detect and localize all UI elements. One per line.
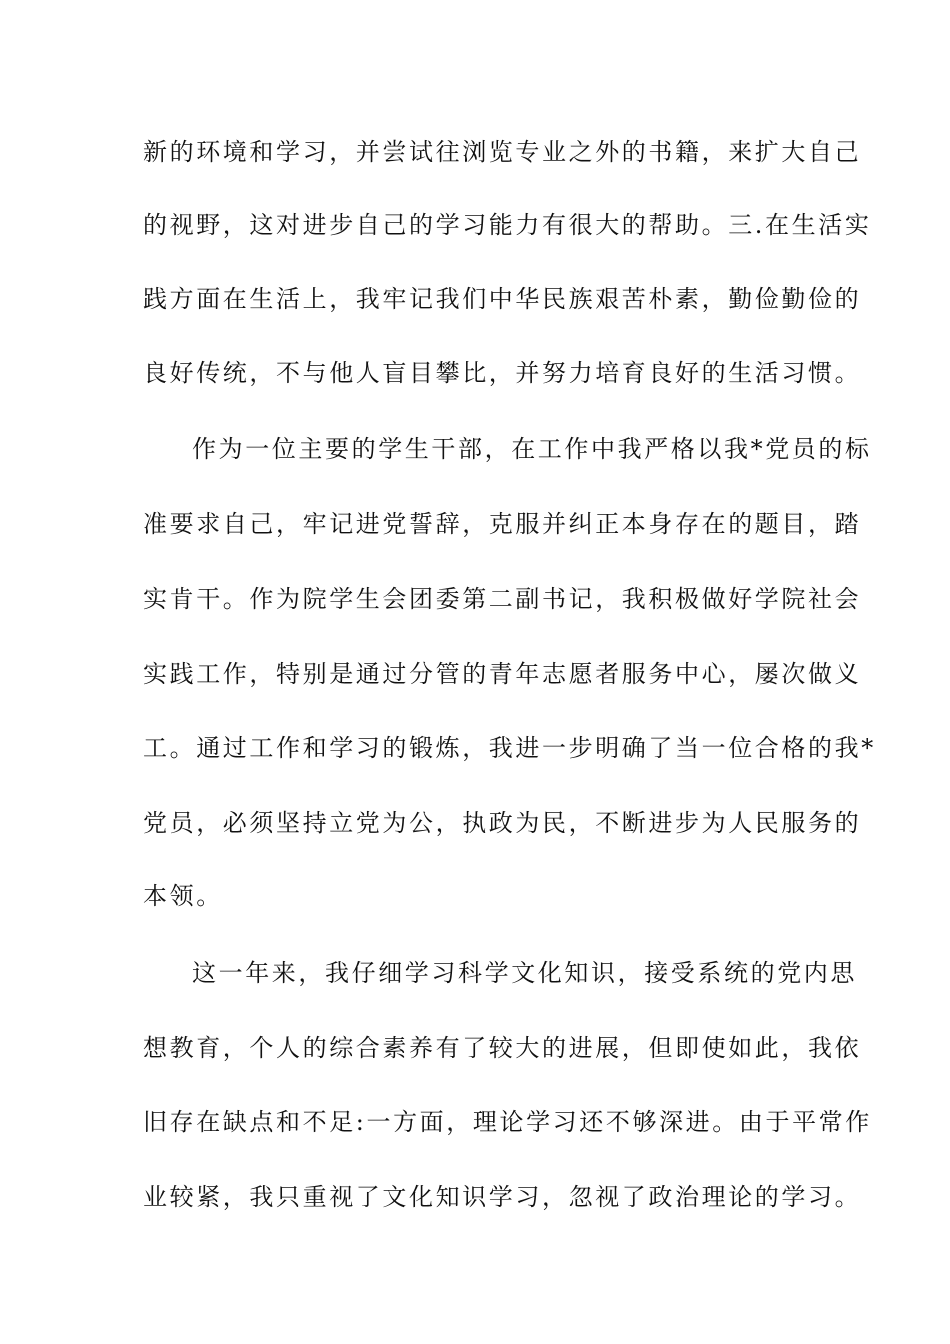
- text-line: 党员，必须坚持立党为公，执政为民，不断进步为人民服务的: [143, 809, 862, 837]
- text-line: 良好传统，不与他人盲目攀比，并努力培育良好的生活习惯。: [143, 359, 862, 387]
- text-line: 想教育，个人的综合素养有了较大的进展，但即使如此，我依: [143, 1034, 862, 1062]
- text-line: 旧存在缺点和不足:一方面，理论学习还不够深进。由于平常作: [143, 1108, 872, 1136]
- paragraph-first-line: 作为一位主要的学生干部，在工作中我严格以我*党员的标: [192, 435, 872, 463]
- text-line: 践方面在生活上，我牢记我们中华民族艰苦朴素，勤俭勤俭的: [143, 285, 862, 313]
- text-line: 本领。: [143, 882, 223, 910]
- text-line: 实践工作，特别是通过分管的青年志愿者服务中心，屡次做义: [143, 660, 862, 688]
- text-line: 工。通过工作和学习的锻炼，我进一步明确了当一位合格的我*: [143, 734, 876, 762]
- text-line: 业较紧，我只重视了文化知识学习，忽视了政治理论的学习。: [143, 1183, 862, 1211]
- text-line: 的视野，这对进步自己的学习能力有很大的帮助。三.在生活实: [143, 211, 872, 239]
- text-line: 新的环境和学习，并尝试往浏览专业之外的书籍，来扩大自己: [143, 138, 862, 166]
- paragraph-first-line: 这一年来，我仔细学习科学文化知识，接受系统的党内思: [192, 959, 857, 987]
- text-line: 实肯干。作为院学生会团委第二副书记，我积极做好学院社会: [143, 585, 862, 613]
- text-line: 准要求自己，牢记进党誓辞，克服并纠正本身存在的题目，踏: [143, 510, 862, 538]
